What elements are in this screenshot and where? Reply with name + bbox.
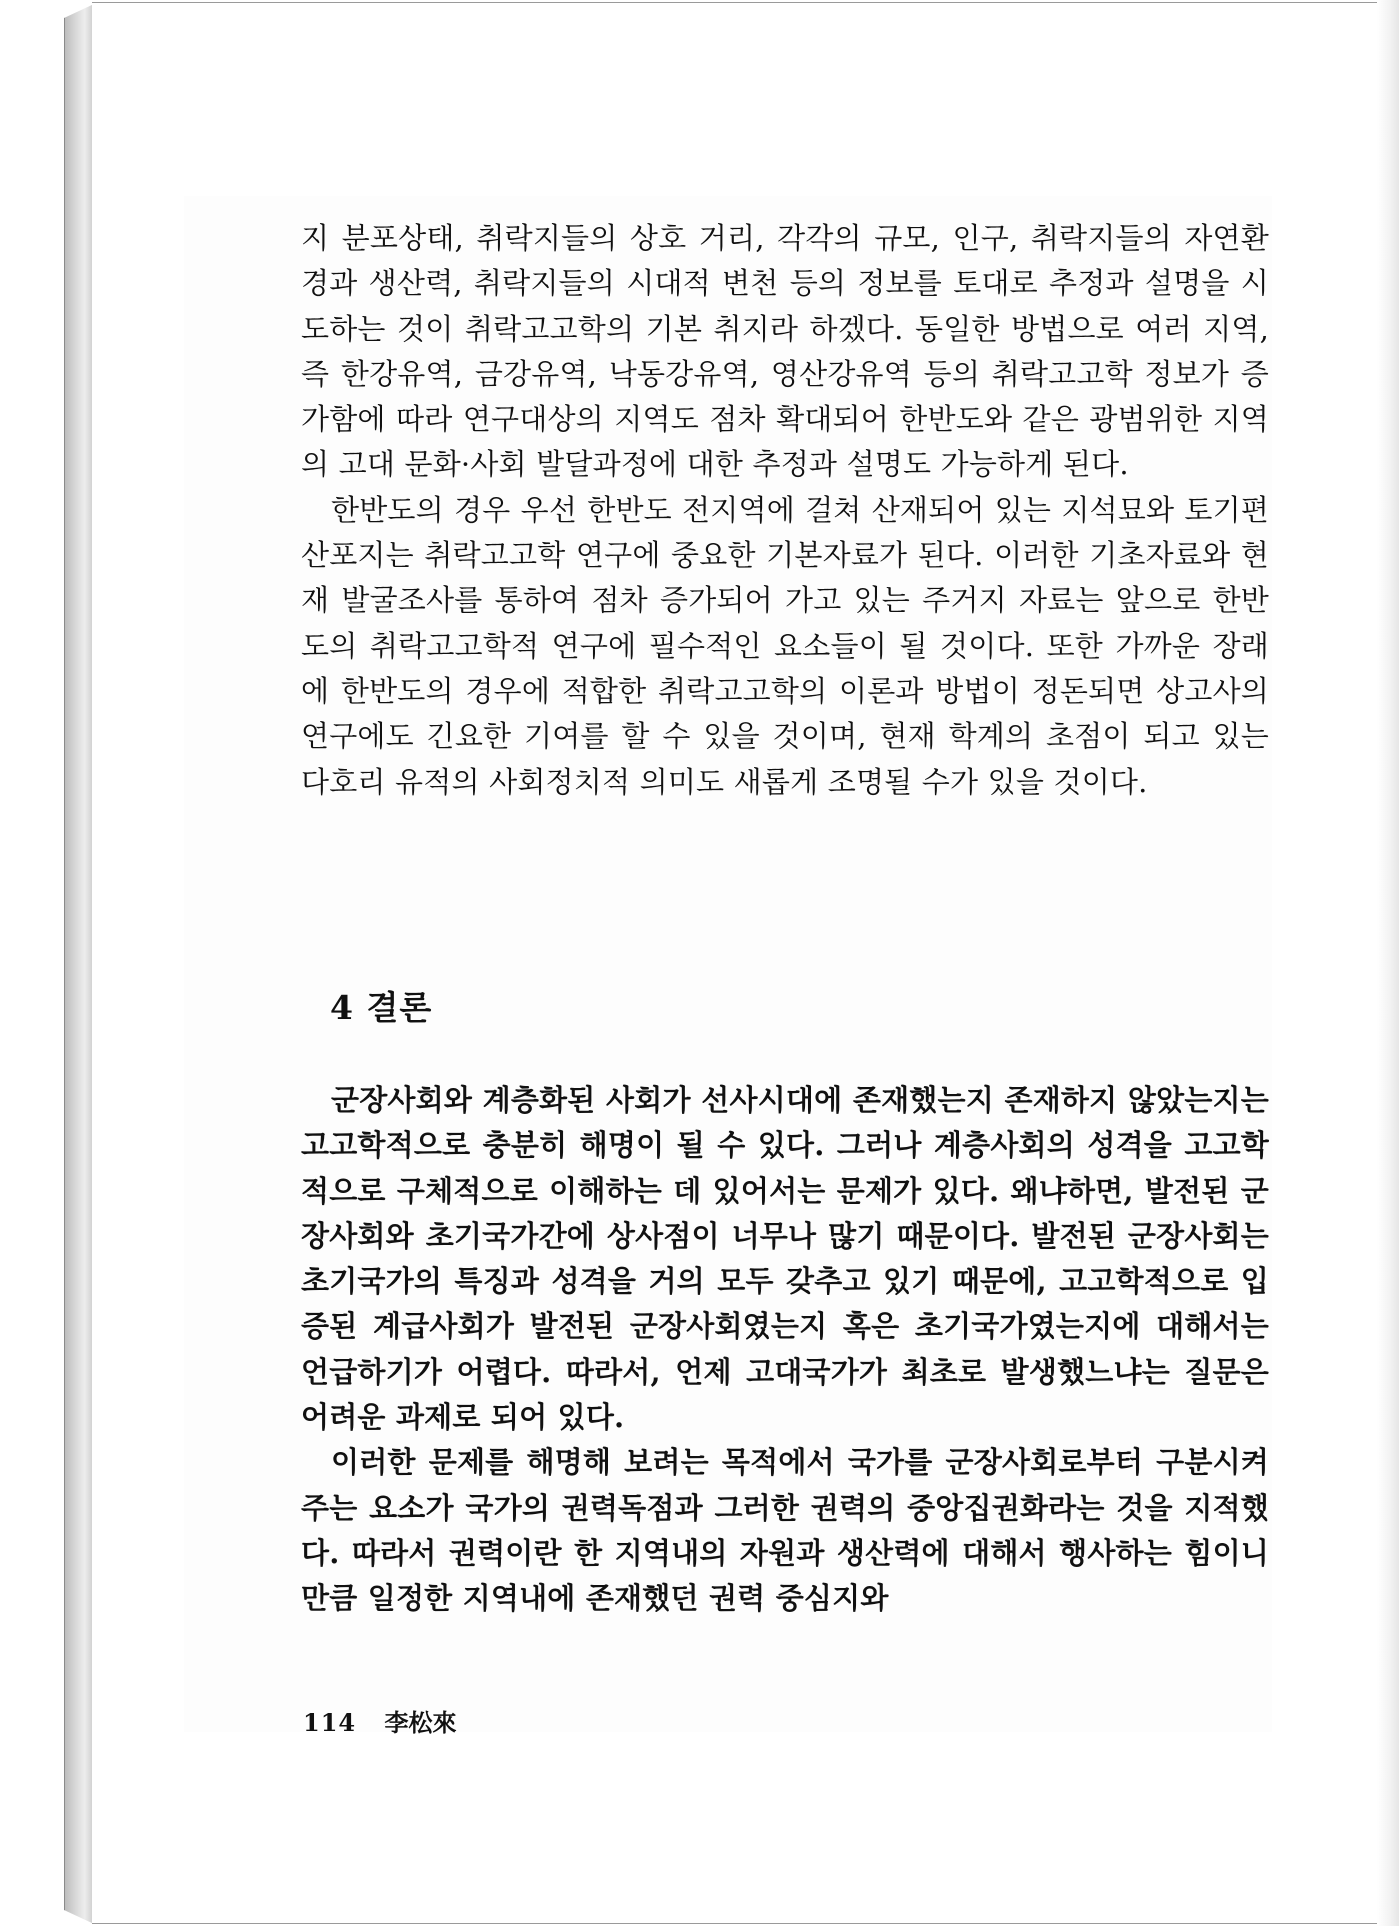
body-text-upper bbox=[301, 216, 1269, 805]
paragraph: 한반도의 경우 우선 한반도 전지역에 걸쳐 산재되어 있는 지석묘와 토기편 산포지는 취락고고학 연구에 중요한 기본자료가 된다. 이러한 기초자료와 현재 발굴조사를 통하여 점차 증가되어 가고 있는 주거지 자료는 앞으로 한반도의 취락고고학적 연구에 필수적인 요소들이 될 것이다. 또한 가까운 장래에 한반도의 경우에 적합한 취락고고학의 이론과 방법이 정돈되면 상고사의 연구에도 긴요한 기여를 할 수 있을 것이며, 현재 학계의 초점이 되고 있는 다호리 유적의 사회정치적 의미도 새롭게 조명될 수가 있을 것이다. bbox=[301, 492, 1269, 799]
section-heading: 4 결론 bbox=[330, 988, 433, 1027]
paragraph: 군장사회와 계층화된 사회가 선사시대에 존재했는지 존재하지 않았는지는 고고학적으로 충분히 해명이 될 수 있다. 그러나 계층사회의 성격을 고고학적으로 구체적으로 이해하는 데 있어서는 문제가 있다. 왜냐하면, 발전된 군장사회와 초기국가간에 상사점이 너무나 많기 때문이다. 발전된 군장사회는 초기국가의 특징과 성격을 거의 모두 갖추고 있기 때문에, 고고학적으로 입증된 계급사회가 발전된 군장사회였는지 혹은 초기국가였는지에 대해서는 언급하기가 어렵다. 따라서, 언제 고대국가가 최초로 발생했느냐는 질문은 어려운 과제로 되어 있다. bbox=[301, 1083, 1269, 1435]
book-spine-edge bbox=[64, 4, 94, 1924]
page-number: 114 bbox=[303, 1708, 357, 1737]
paragraph-continued: 지 분포상태, 취락지들의 상호 거리, 각각의 규모, 인구, 취락지들의 자연환경과 생산력, 취락지들의 시대적 변천 등의 정보를 토대로 추정과 설명을 시도하는 것이 취락고고학의 기본 취지라 하겠다. 동일한 방법으로 여러 지역, 즉 한강유역, 금강유역, 낙동강유역, 영산강유역 등의 취락고고학 정보가 증가함에 따라 연구대상의 지역도 점차 확대되어 한반도와 같은 광범위한 지역의 고대 문화·사회 발달과정에 대한 추정과 설명도 가능하게 된다. bbox=[301, 221, 1269, 482]
page-footer bbox=[303, 1703, 456, 1738]
body-text-lower bbox=[301, 1078, 1269, 1622]
page-right-shadow bbox=[1377, 0, 1399, 1926]
paragraph: 이러한 문제를 해명해 보려는 목적에서 국가를 군장사회로부터 구분시켜 주는 요소가 국가의 권력독점과 그러한 권력의 중앙집권화라는 것을 지적했다. 따라서 권력이란 한 지역내의 자원과 생산력에 대해서 행사하는 힘이니만큼 일정한 지역내에 존재했던 권력 중심지와 bbox=[301, 1445, 1269, 1616]
running-author: 李松來 bbox=[384, 1708, 457, 1737]
